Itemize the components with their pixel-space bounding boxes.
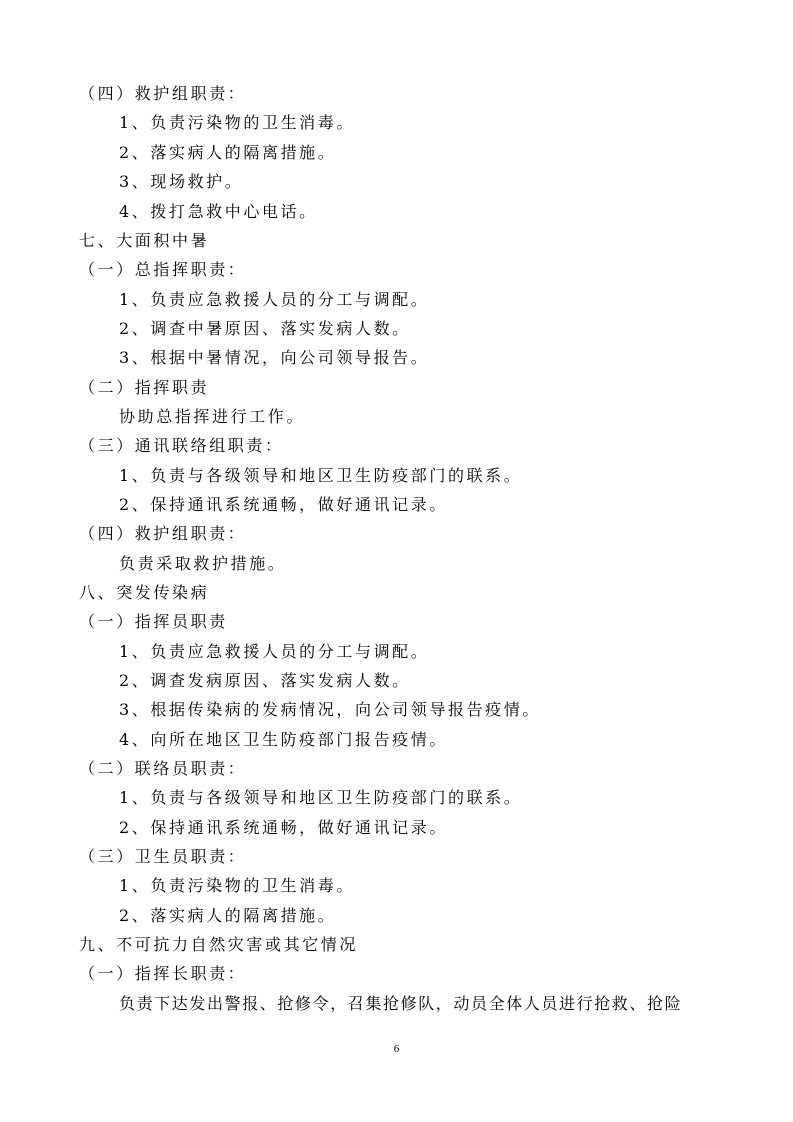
subsection-heading: （二）联络员职责： bbox=[79, 759, 247, 778]
list-item: 2、保持通讯系统通畅，做好通讯记录。 bbox=[119, 818, 448, 837]
list-item: 1、负责应急救援人员的分工与调配。 bbox=[119, 642, 430, 661]
page-number: 6 bbox=[393, 1043, 400, 1055]
list-item: 3、现场救护。 bbox=[119, 172, 244, 191]
paragraph-text: 负责下达发出警报、抢修令，召集抢修队，动员全体人员进行抢救、抢险 bbox=[119, 994, 683, 1013]
subsection-heading: （一）总指挥职责： bbox=[79, 260, 247, 279]
list-item: 2、调查中暑原因、落实发病人数。 bbox=[119, 319, 411, 338]
subsection-heading: （四）救护组职责： bbox=[79, 84, 247, 103]
list-item: 1、负责与各级领导和地区卫生防疫部门的联系。 bbox=[119, 788, 523, 807]
list-item: 4、拨打急救中心电话。 bbox=[119, 202, 318, 221]
section-heading: 七、大面积中暑 bbox=[79, 231, 210, 250]
subsection-heading: （三）通讯联络组职责： bbox=[79, 436, 284, 455]
list-item: 3、根据传染病的发病情况，向公司领导报告疫情。 bbox=[119, 700, 541, 719]
section-heading: 九、不可抗力自然灾害或其它情况 bbox=[79, 935, 359, 954]
subsection-heading: （二）指挥职责 bbox=[79, 378, 210, 397]
section-heading: 八、突发传染病 bbox=[79, 583, 210, 602]
subsection-heading: （三）卫生员职责： bbox=[79, 847, 247, 866]
list-item: 3、根据中暑情况，向公司领导报告。 bbox=[119, 348, 430, 367]
subsection-heading: （一）指挥长职责： bbox=[79, 964, 247, 983]
list-item: 4、向所在地区卫生防疫部门报告疫情。 bbox=[119, 730, 448, 749]
list-item: 1、负责污染物的卫生消毒。 bbox=[119, 876, 355, 895]
paragraph-text: 负责采取救护措施。 bbox=[119, 554, 287, 573]
list-item: 2、落实病人的隔离措施。 bbox=[119, 143, 337, 162]
list-item: 1、负责与各级领导和地区卫生防疫部门的联系。 bbox=[119, 466, 523, 485]
list-item: 1、负责应急救援人员的分工与调配。 bbox=[119, 290, 430, 309]
list-item: 2、保持通讯系统通畅，做好通讯记录。 bbox=[119, 495, 448, 514]
list-item: 1、负责污染物的卫生消毒。 bbox=[119, 113, 355, 132]
list-item: 2、调查发病原因、落实发病人数。 bbox=[119, 671, 411, 690]
subsection-heading: （一）指挥员职责 bbox=[79, 612, 228, 631]
paragraph-text: 协助总指挥进行工作。 bbox=[119, 407, 306, 426]
list-item: 2、落实病人的隔离措施。 bbox=[119, 906, 337, 925]
subsection-heading: （四）救护组职责： bbox=[79, 524, 247, 543]
